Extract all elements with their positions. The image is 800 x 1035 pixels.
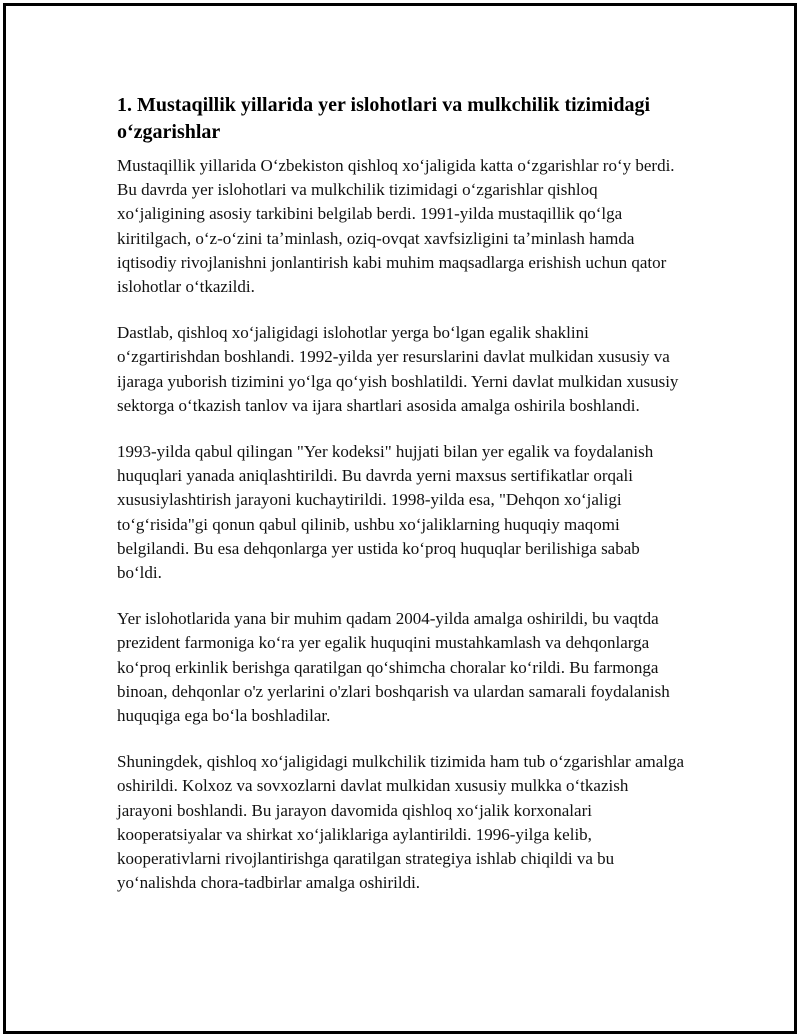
document-body xyxy=(117,92,687,917)
paragraph-2: Dastlab, qishloq xoʻjaligidagi islohotlar yerga boʻlgan egalik shaklini oʻzgartirishdan boshlandi. 1992-yilda yer resurslarini davlat mulkidan xususiy va ijaraga yuborish tizimini yoʻlga qoʻyish boshlatildi. Yerni davlat mulkidan xususiy sektorga oʻtkazish tanlov va ijara shartlari asosida amalga oshirila boshlandi. xyxy=(117,323,679,415)
paragraph-5: Shuningdek, qishloq xoʻjaligidagi mulkchilik tizimida ham tub oʻzgarishlar amalga oshirildi. Kolxoz va sovxozlarni davlat mulkidan xususiy mulkka oʻtkazish jarayoni boshlandi. Bu jarayon davomida qishloq xoʻjalik korxonalari kooperatsiyalar va shirkat xoʻjaliklariga aylantirildi. 1996-yilga kelib, kooperativlarni rivojlantirishga qaratilgan strategiya ishlab chiqildi va bu yoʻnalishda chora-tadbirlar amalga oshirildi. xyxy=(117,752,685,893)
paragraph-4: Yer islohotlarida yana bir muhim qadam 2004-yilda amalga oshirildi, bu vaqtda prezident farmoniga koʻra yer egalik huquqini mustahkamlash va dehqonlarga koʻproq erkinlik berishga qaratilgan qoʻshimcha choralar koʻrildi. Bu farmonga binoan, dehqonlar o'z yerlarini o'zlari boshqarish va ulardan samarali foydalanish huquqiga ega boʻla boshladilar. xyxy=(117,609,670,726)
paragraph-3: 1993-yilda qabul qilingan "Yer kodeksi" hujjati bilan yer egalik va foydalanish huquqlari yanada aniqlashtirildi. Bu davrda yerni maxsus sertifikatlar orqali xususiylashtirish jarayoni kuchaytirildi. 1998-yilda esa, "Dehqon xoʻjaligi toʻgʻrisida"gi qonun qabul qilinib, ushbu xoʻjaliklarning huquqiy maqomi belgilandi. Bu esa dehqonlarga yer ustida koʻproq huquqlar berilishiga sabab boʻldi. xyxy=(117,442,654,583)
document-title: 1. Mustaqillik yillarida yer islohotlari va mulkchilik tizimidagi oʻzgarishlar xyxy=(117,94,651,143)
paragraph-1: Mustaqillik yillarida Oʻzbekiston qishloq xoʻjaligida katta oʻzgarishlar roʻy berdi. Bu davrda yer islohotlari va mulkchilik tizimidagi oʻzgarishlar qishloq xoʻjaligining asosiy tarkibini belgilab berdi. 1991-yilda mustaqillik qoʻlga kiritilgach, oʻz-oʻzini taʼminlash, oziq-ovqat xavfsizligini taʼminlash hamda iqtisodiy rivojlanishni jonlantirish kabi muhim maqsadlarga erishish uchun qator islohotlar oʻtkazildi. xyxy=(117,156,675,297)
